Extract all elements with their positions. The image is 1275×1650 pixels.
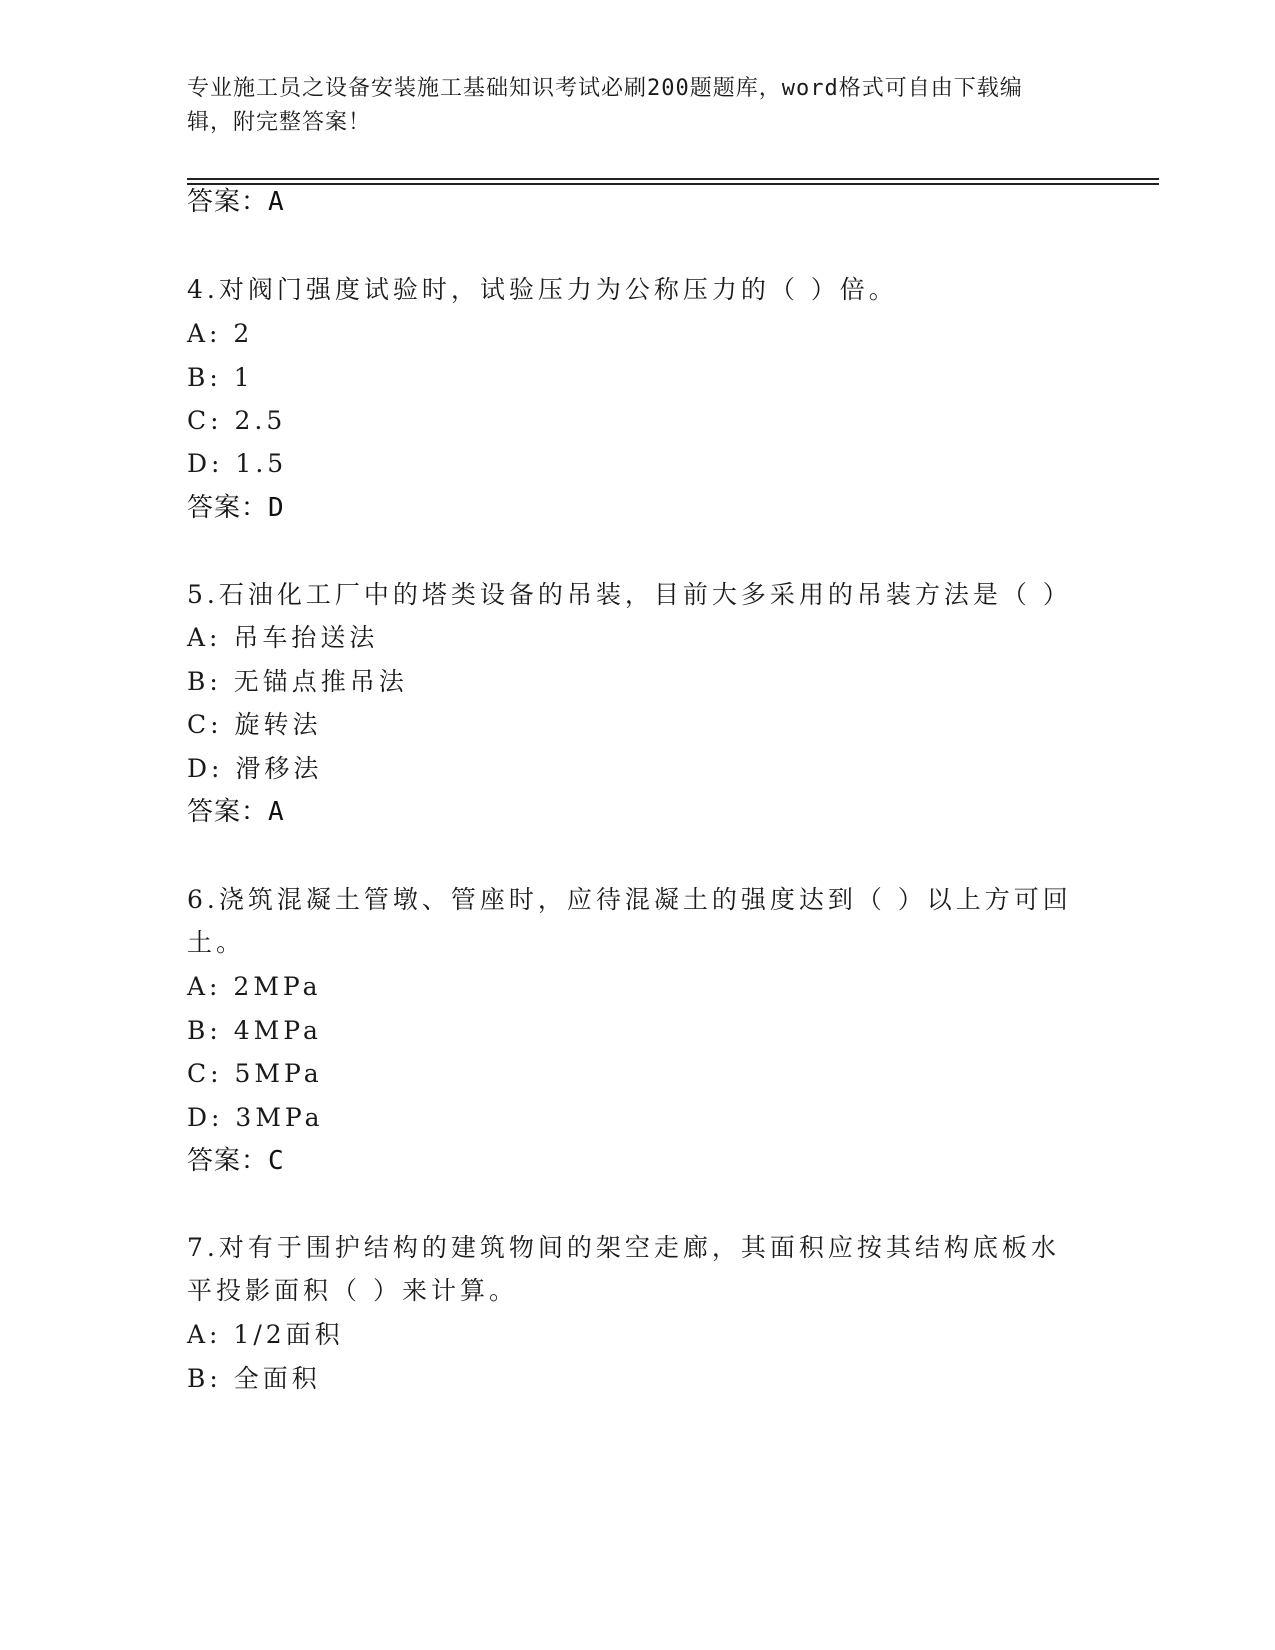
header-rule-top bbox=[187, 178, 1159, 180]
answer-label: 答案： bbox=[187, 1146, 269, 1176]
answer-line bbox=[187, 796, 285, 828]
answer-label: 答案： bbox=[187, 493, 269, 523]
option-d: D: 1.5 bbox=[187, 449, 288, 478]
answer-line bbox=[187, 492, 285, 524]
question-stem: 6.浇筑混凝土管墩、管座时，应待混凝土的强度达到（ ）以上方可回 bbox=[187, 885, 1072, 914]
option-d: D: 滑移法 bbox=[187, 754, 323, 783]
answer-value: A bbox=[268, 797, 285, 827]
option-c: C: 旋转法 bbox=[187, 710, 322, 739]
option-b: B: 全面积 bbox=[187, 1364, 321, 1393]
option-b: B: 1 bbox=[187, 363, 254, 392]
question-stem: 4.对阀门强度试验时，试验压力为公称压力的（ ）倍。 bbox=[187, 275, 898, 304]
option-b: B: 无锚点推吊法 bbox=[187, 667, 408, 696]
answer-line bbox=[187, 186, 285, 218]
answer-value: A bbox=[268, 187, 285, 217]
header-rule-bottom bbox=[187, 183, 1159, 185]
answer-label: 答案： bbox=[187, 797, 269, 827]
answer-line bbox=[187, 1145, 285, 1177]
option-a: A: 1/2面积 bbox=[187, 1320, 344, 1349]
answer-label: 答案： bbox=[187, 187, 269, 217]
question-stem: 7.对有于围护结构的建筑物间的架空走廊，其面积应按其结构底板水 bbox=[187, 1233, 1060, 1262]
answer-value: D bbox=[268, 493, 285, 523]
option-d: D: 3MPa bbox=[187, 1103, 324, 1132]
page-header: 专业施工员之设备安装施工基础知识考试必刷200题题库，word格式可自由下载编辑，附完整答案！ bbox=[187, 76, 1023, 135]
option-a: A: 2 bbox=[187, 319, 254, 348]
option-a: A: 2MPa bbox=[187, 972, 322, 1001]
option-b: B: 4MPa bbox=[187, 1016, 322, 1045]
option-c: C: 2.5 bbox=[187, 406, 287, 435]
answer-value: C bbox=[268, 1146, 285, 1176]
question-stem-continued: 土。 bbox=[187, 928, 246, 957]
option-a: A: 吊车抬送法 bbox=[187, 623, 379, 652]
question-stem-continued: 平投影面积（ ）来计算。 bbox=[187, 1276, 518, 1305]
question-stem: 5.石油化工厂中的塔类设备的吊装，目前大多采用的吊装方法是（ ） bbox=[187, 580, 1072, 609]
option-c: C: 5MPa bbox=[187, 1059, 323, 1088]
